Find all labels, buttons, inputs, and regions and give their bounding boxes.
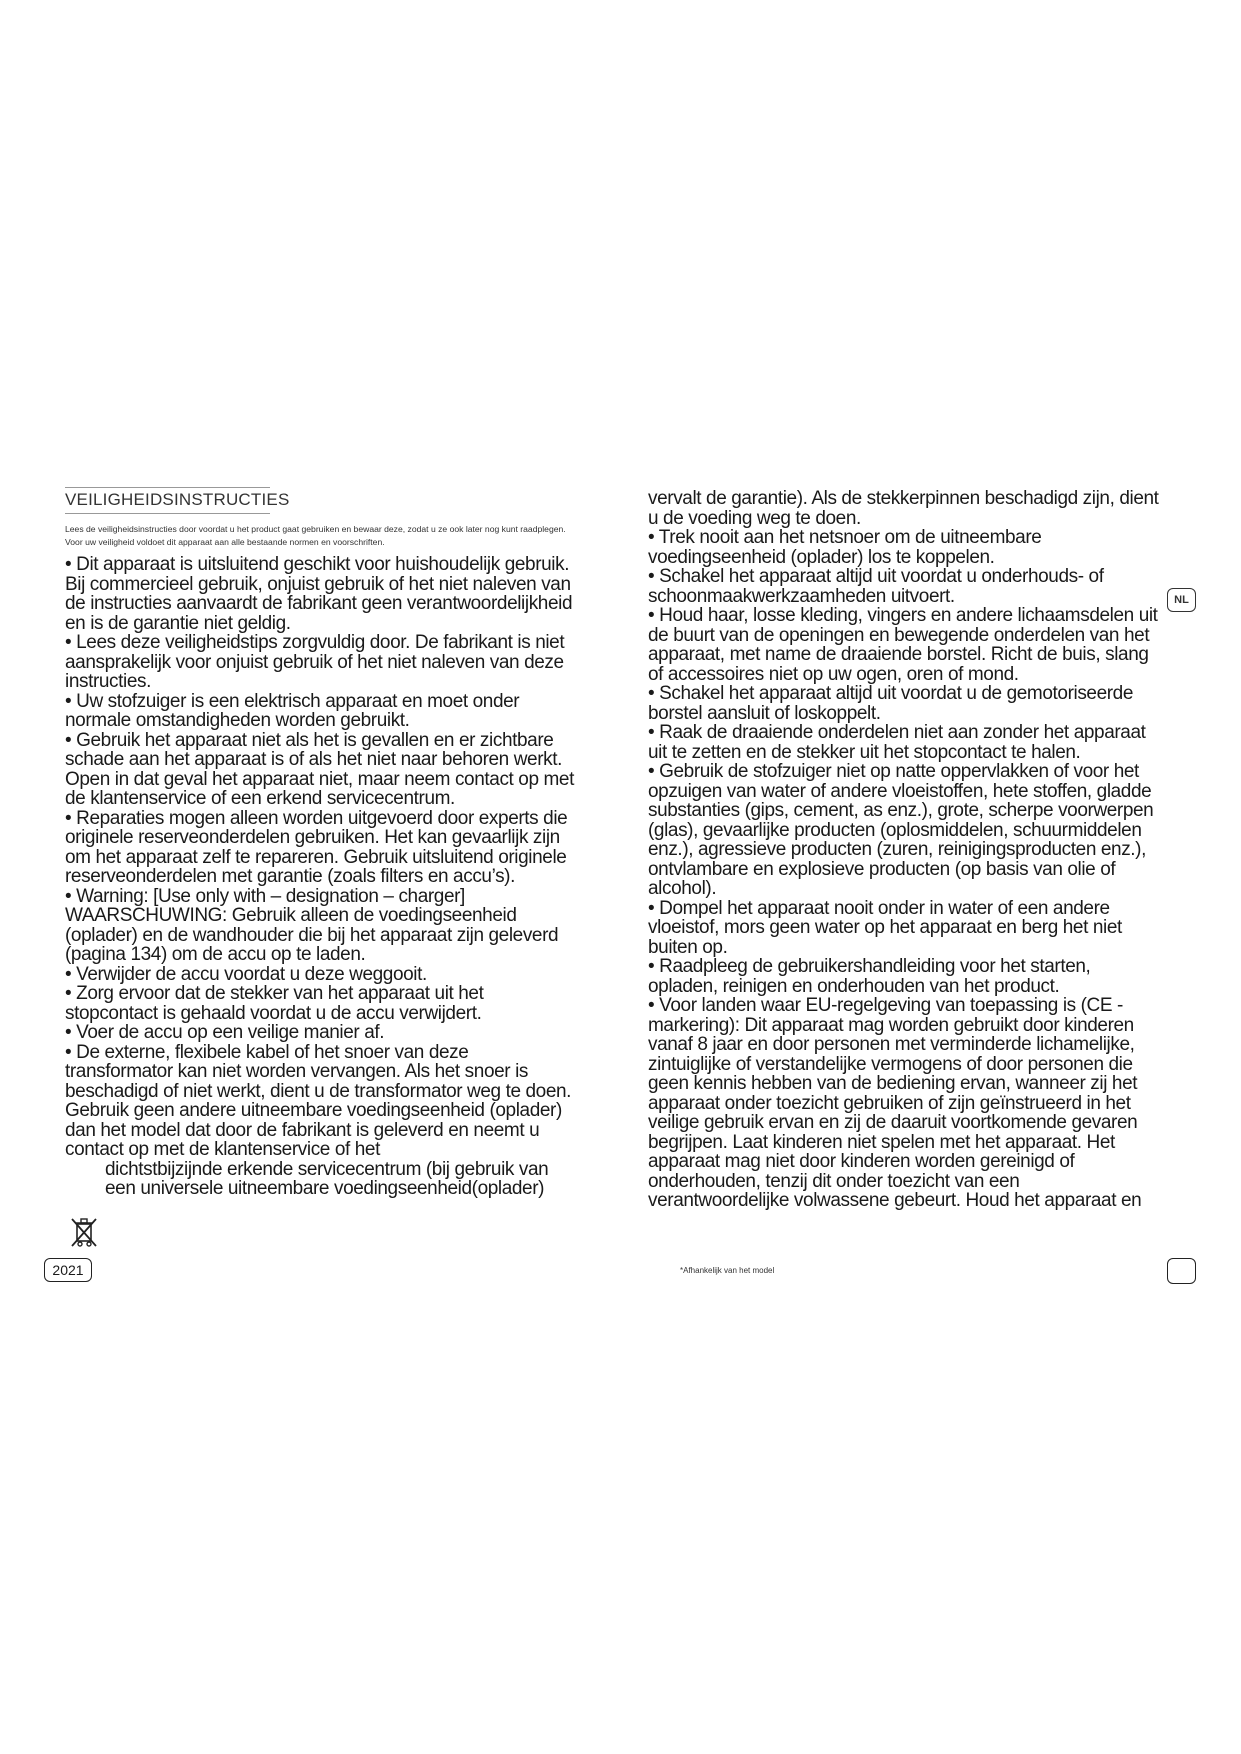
paragraph: • Warning: [Use only with – designation – charger]: [65, 885, 465, 907]
paragraph: • Schakel het apparaat altijd uit voordat u de gemotoriseerde borstel aansluit of loskoppelt.: [648, 683, 1134, 724]
paragraph: • Verwijder de accu voordat u deze weggooit.: [65, 963, 427, 985]
paragraph: WAARSCHUWING: Gebruik alleen de voedingseenheid (oplader) en de wandhouder die bij het apparaat zijn geleverd (pagina 134) om de accu op te laden.: [65, 905, 559, 965]
paragraph: • Gebruik het apparaat niet als het is gevallen en er zichtbare schade aan het apparaat is of als het niet naar behoren werkt. Open in dat geval het apparaat niet, maar neem contact op met de klantenservice of een erkend servicecentrum.: [65, 729, 574, 809]
paragraph: • Schakel het apparaat altijd uit voordat u onderhouds- of schoonmaakwerkzaamheden uitvoert.: [648, 566, 1104, 607]
paragraph: • Zorg ervoor dat de stekker van het apparaat uit het stopcontact is gehaald voordat u de accu verwijdert.: [65, 983, 484, 1024]
paragraph: • Voor landen waar EU-regelgeving van toepassing is (CE -markering): Dit apparaat mag worden gebruikt door kinderen vanaf 8 jaar en door personen met verminderde lichamelijke, zintuiglijke of verstandelijke vermogens of door personen die geen kennis hebben van de bediening ervan, wanneer zij het apparaat onder toezicht gebruiken of zijn geïnstrueerd in het veilige gebruik ervan en zij de daaruit voortkomende gevaren begrijpen. Laat kinderen niet spelen met het apparaat. Het apparaat mag niet door kinderen worden gereinigd of onderhouden, tenzij dit onder toezicht van een verantwoordelijke volwassene gebeurt. Houd het apparaat en: [648, 995, 1142, 1211]
paragraph: • Raadpleeg de gebruikershandleiding voor het starten, opladen, reinigen en onderhouden van het product.: [648, 956, 1091, 997]
right-column: [648, 489, 1160, 1211]
language-badge: NL: [1167, 588, 1196, 612]
footnote: *Afhankelijk van het model: [680, 1266, 775, 1275]
crossed-bin-icon: [68, 1215, 100, 1249]
paragraph: • Dompel het apparaat nooit onder in water of een andere vloeistof, mors geen water op het apparaat en berg het niet buiten op.: [648, 897, 1122, 958]
section-title: VEILIGHEIDSINSTRUCTIES: [65, 487, 270, 514]
paragraph: • De externe, flexibele kabel of het snoer van deze transformator kan niet worden vervangen. Als het snoer is beschadigd of niet werkt, dient u de transformator weg te doen. Gebruik geen andere uitneembare voedingseenheid (oplader) dan het model dat door de fabrikant is geleverd en neemt u contact op met de klantenservice of het: [65, 1041, 572, 1160]
paragraph: • Houd haar, losse kleding, vingers en andere lichaamsdelen uit de buurt van de openingen en bewegende onderdelen van het apparaat, met name de draaiende borstel. Richt de buis, slang of accessoires niet op uw ogen, oren of mond.: [648, 605, 1158, 685]
paragraph: vervalt de garantie). Als de stekkerpinnen beschadigd zijn, dient u de voeding weg te doen.: [648, 488, 1159, 529]
paragraph: • Uw stofzuiger is een elektrisch apparaat en moet onder normale omstandigheden worden gebruikt.: [65, 690, 520, 731]
page-number-box: [1167, 1258, 1196, 1284]
paragraph: • Raak de draaiende onderdelen niet aan zonder het apparaat uit te zetten en de stekker uit het stopcontact te halen.: [648, 722, 1146, 763]
paragraph-indented: dichtstbijzijnde erkende servicecentrum (bij gebruik van een universele uitneembare voedingseenheid(oplader): [105, 1158, 549, 1199]
left-column: [65, 555, 577, 1199]
paragraph: • Gebruik de stofzuiger niet op natte oppervlakken of voor het opzuigen van water of andere vloeistoffen, hete stoffen, gladde substanties (gips, cement, as enz.), grote, scherpe voorwerpen (glas), gevaarlijke producten (oplosmiddelen, schuurmiddelen enz.), agressieve producten (zuren, reinigingsproducten enz.), ontvlambare en explosieve producten (op basis van olie of alcohol).: [648, 761, 1154, 899]
intro-text: Lees de veiligheidsinstructies door voordat u het product gaat gebruiken en bewaar deze, zodat u ze ook later nog kunt raadplegen. Voor uw veiligheid voldoet dit apparaat aan alle bestaande normen en voorschriften.: [65, 524, 566, 547]
paragraph: • Dit apparaat is uitsluitend geschikt voor huishoudelijk gebruik. Bij commercieel gebruik, onjuist gebruik of het niet naleven van de instructies aanvaardt de fabrikant geen verantwoordelijkheid en is de garantie niet geldig.: [65, 554, 573, 634]
paragraph: • Reparaties mogen alleen worden uitgevoerd door experts die originele reserveonderdelen gebruiken. Het kan gevaarlijk zijn om het apparaat zelf te repareren. Gebruik uitsluitend originele reserveonderdelen met garantie (zoals filters en accu’s).: [65, 807, 568, 887]
paragraph: • Voer de accu op een veilige manier af.: [65, 1022, 385, 1043]
page-number: 2021: [44, 1258, 92, 1282]
paragraph: • Lees deze veiligheidstips zorgvuldig door. De fabrikant is niet aansprakelijk voor onjuist gebruik of het niet naleven van deze instructies.: [65, 632, 565, 692]
paragraph: • Trek nooit aan het netsnoer om de uitneembare voedingseenheid (oplader) los te koppelen.: [648, 527, 1042, 568]
